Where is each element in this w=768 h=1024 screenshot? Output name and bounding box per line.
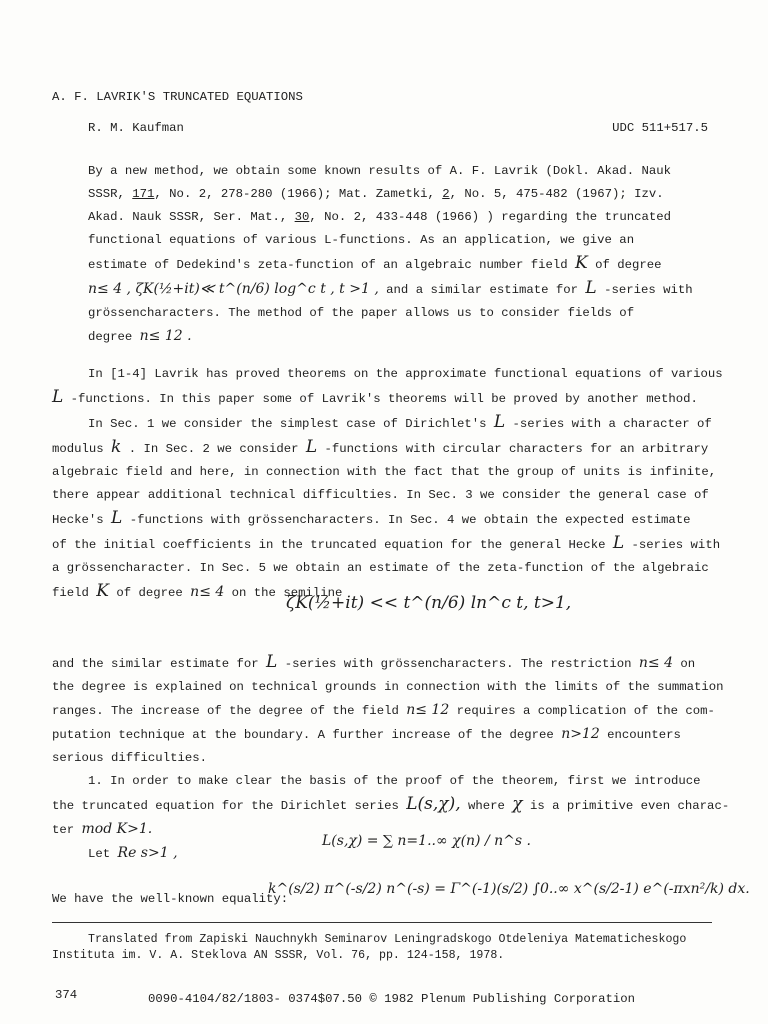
body-line: there appear additional technical difficulties. In Sec. 3 we consider the general case of [52,488,709,502]
body-line: Let Re s>1 , [88,845,178,861]
body-line: field K of degree n≤ 4 on the semiline [52,581,343,601]
body-line: In Sec. 1 we consider the simplest case of Dirichlet's L -series with a character of [88,412,712,432]
body-line: ter mod K>1. [52,821,153,837]
abstract-line: degree n≤ 12 . [88,328,192,344]
body-line: In [1-4] Lavrik has proved theorems on the approximate functional equations of various [88,367,723,381]
zeta-estimate-formula: ζK(½+it) << t^(n/6) ln^c t, t>1, [286,593,572,613]
gamma-integral-formula: k^(s/2) π^(-s/2) n^(-s) = Γ^(-1)(s/2) ∫0..∞ x^(s/2-1) e^(-πxn²/k) dx. [268,881,750,897]
paper-author: R. M. Kaufman [88,121,184,135]
body-line: a grössencharacter. In Sec. 5 we obtain an estimate of the zeta-function of the algebraic [52,561,709,575]
body-line: Hecke's L -functions with grössencharacters. In Sec. 4 we obtain the expected estimate [52,508,691,528]
body-line: of the initial coefficients in the truncated equation for the general Hecke L -series with [52,533,721,553]
footnote-divider [52,922,712,923]
abstract-line: SSSR, 171, No. 2, 278-280 (1966); Mat. Zametki, 2, No. 5, 475-482 (1967); Izv. [88,187,664,201]
udc-code: UDC 511+517.5 [612,121,708,135]
translation-footnote: Translated from Zapiski Nauchnykh Seminarov Leningradskogo Otdeleniya Matematicheskogo Instituta im. V. A. Steklova AN SSSR, Vol. 76, pp. 124-158, 1978. [52,933,687,962]
abstract [88,160,708,349]
body-line: ranges. The increase of the degree of the field n≤ 12 requires a complication of the com- [52,702,715,718]
body-line: L -functions. In this paper some of Lavrik's theorems will be proved by another method. [52,387,698,407]
abstract-line: functional equations of various L-functions. As an application, we give an [88,233,635,247]
body-line: the truncated equation for the Dirichlet series L(s,χ), where χ is a primitive even charac- [52,794,730,814]
abstract-line: n≤ 4 , ζK(½+it)≪ t^(n/6) log^c t , t >1 , and a similar estimate for L -series with [88,278,693,298]
body-line: 1. In order to make clear the basis of the proof of the theorem, first we introduce [88,774,701,788]
page-number: 374 [55,988,78,1002]
body-line: serious difficulties. [52,751,207,765]
abstract-line: Akad. Nauk SSSR, Ser. Mat., 30, No. 2, 433-448 (1966) ) regarding the truncated [88,210,671,224]
body-line: modulus k . In Sec. 2 we consider L -functions with circular characters for an arbitrary [52,437,709,457]
paper-title: A. F. LAVRIK'S TRUNCATED EQUATIONS [52,90,303,104]
body-line: putation technique at the boundary. A further increase of the degree n>12 encounters [52,726,681,742]
abstract-line: grössencharacters. The method of the paper allows us to consider fields of [88,306,635,320]
body-line: algebraic field and here, in connection with the fact that the group of units is infinite, [52,465,717,479]
body-text [52,363,732,911]
body-line: and the similar estimate for L -series with grössencharacters. The restriction n≤ 4 on [52,652,696,672]
body-line: the degree is explained on technical grounds in connection with the limits of the summation [52,680,724,694]
abstract-line: estimate of Dedekind's zeta-function of an algebraic number field K of degree [88,253,662,273]
dirichlet-series-formula: L(s,χ) = ∑ n=1..∞ χ(n) / n^s . [322,833,531,849]
abstract-line: By a new method, we obtain some known results of A. F. Lavrik (Dokl. Akad. Nauk [88,164,671,178]
copyright-line: 0090-4104/82/1803- 0374$07.50 © 1982 Plenum Publishing Corporation [148,992,636,1006]
body-line: We have the well-known equality: [52,892,289,906]
